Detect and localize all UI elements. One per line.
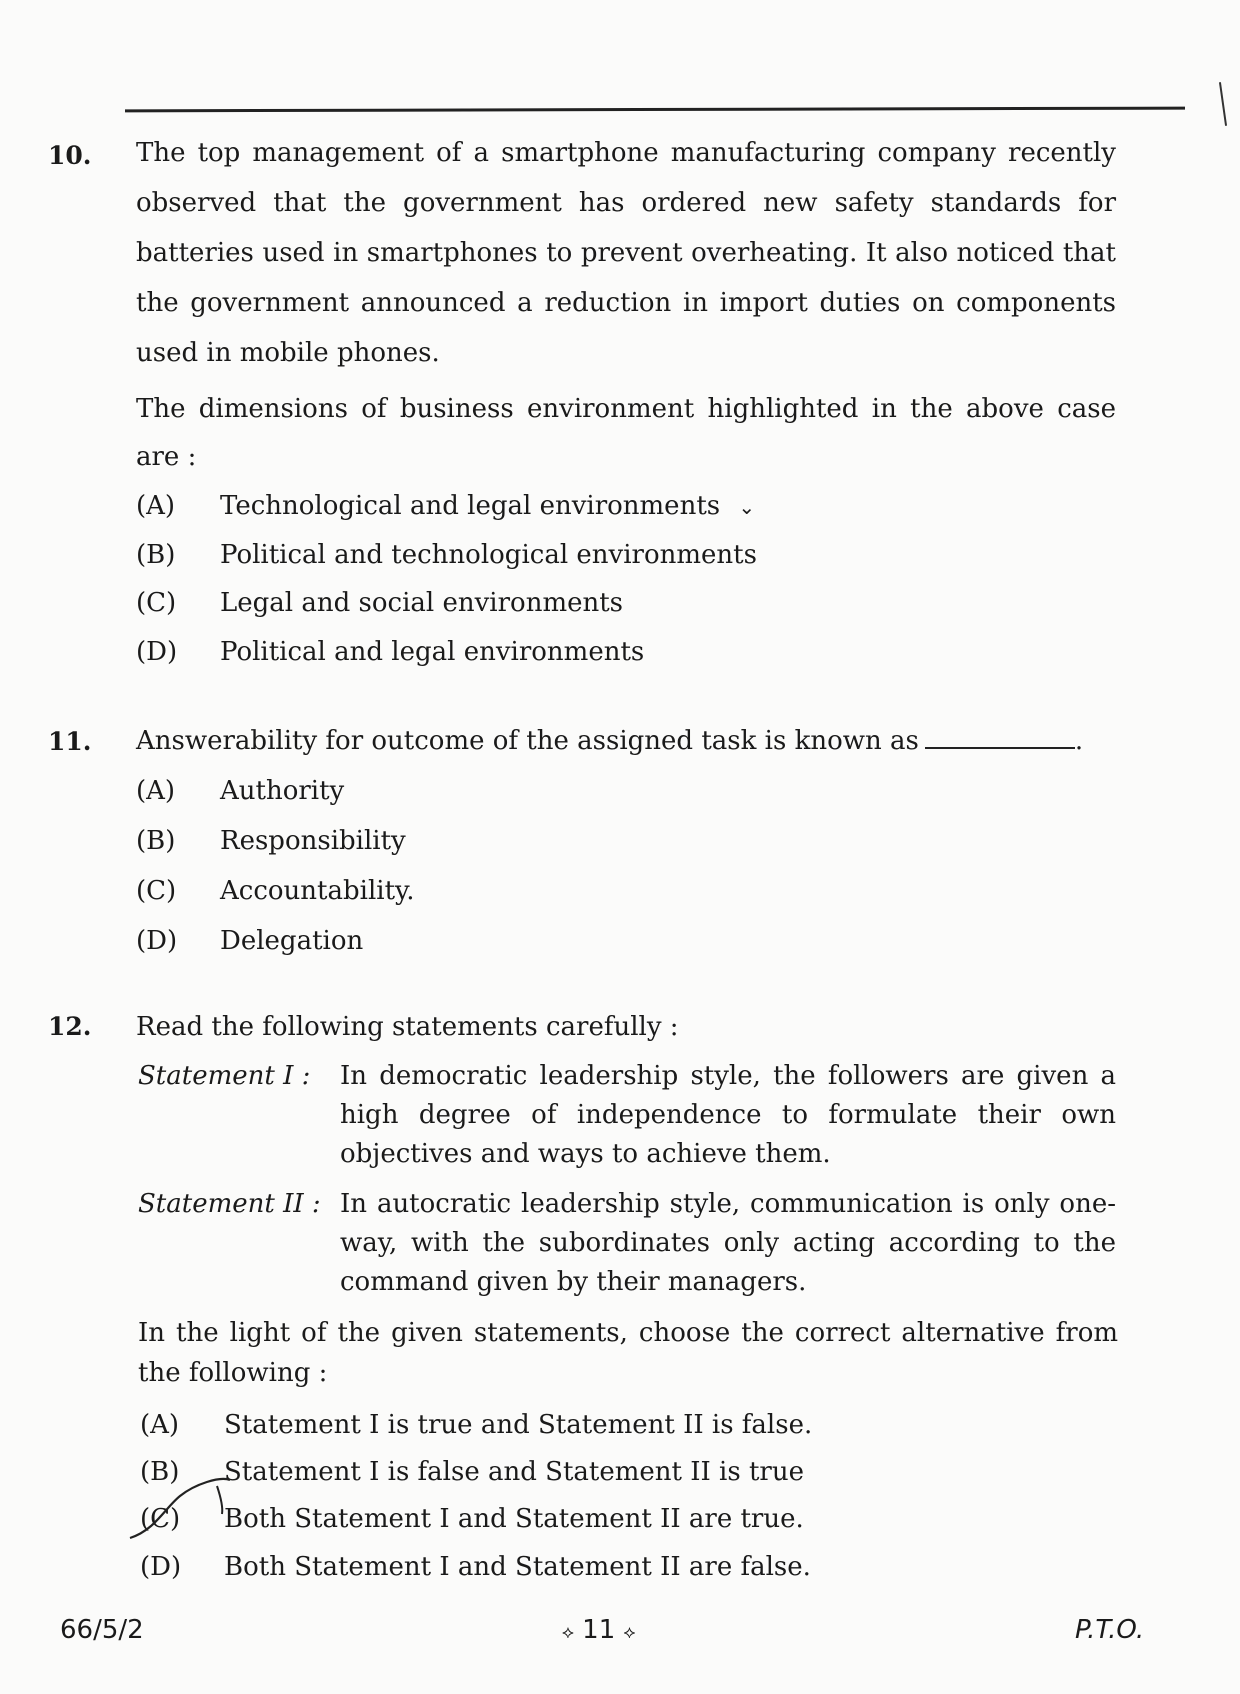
statement-label: Statement II : bbox=[138, 1189, 321, 1219]
option-a bbox=[136, 769, 344, 813]
pto-label: P.T.O. bbox=[1075, 1615, 1145, 1645]
option-text: Technological and legal environments bbox=[220, 491, 721, 521]
option-label: (A) bbox=[136, 491, 176, 521]
option-text: Both Statement I and Statement II are true. bbox=[224, 1504, 804, 1534]
option-text: Statement I is true and Statement II is false. bbox=[224, 1410, 813, 1440]
option-label: (C) bbox=[140, 1504, 181, 1534]
statement-label: Statement I : bbox=[138, 1061, 311, 1091]
question-prompt: In the light of the given statements, choose the correct alternative from the following : bbox=[138, 1318, 1118, 1388]
option-a bbox=[136, 484, 755, 528]
pen-mark bbox=[1219, 82, 1227, 126]
question-stem-text: Answerability for outcome of the assigned task is known as bbox=[136, 726, 919, 756]
option-text: Responsibility bbox=[220, 826, 406, 856]
option-text: Legal and social environments bbox=[220, 588, 624, 618]
option-text: Political and legal environments bbox=[220, 637, 645, 667]
option-d bbox=[136, 919, 363, 963]
option-label: (B) bbox=[140, 1457, 180, 1487]
page-number-text: 11 bbox=[582, 1615, 616, 1645]
question-stem: The top management of a smartphone manufacturing company recently observed that the government has ordered new safety standards for batteries used in smartphones to prevent overheating. It also noticed that the government announced a reduction in import duties on components used in mobile phones. bbox=[136, 138, 1116, 368]
question-stem bbox=[136, 719, 1116, 763]
question-number: 12. bbox=[48, 1012, 92, 1041]
option-text: Authority bbox=[220, 776, 345, 806]
option-text: Political and technological environments bbox=[220, 540, 757, 570]
option-c bbox=[140, 1497, 804, 1541]
option-text: Delegation bbox=[220, 926, 364, 956]
option-text: Both Statement I and Statement II are false. bbox=[224, 1552, 811, 1582]
ornament-icon: ⟡ bbox=[623, 1622, 636, 1643]
option-b bbox=[140, 1450, 804, 1494]
option-b bbox=[136, 533, 757, 577]
answer-blank bbox=[925, 725, 1075, 749]
option-c bbox=[136, 869, 415, 913]
option-label: (D) bbox=[140, 1552, 182, 1582]
statement-2 bbox=[138, 1185, 1118, 1305]
page-number bbox=[562, 1615, 635, 1645]
tick-mark-icon: ⌄ bbox=[738, 495, 756, 519]
question-stem: Read the following statements carefully : bbox=[136, 1012, 679, 1042]
option-text: Statement I is false and Statement II is true bbox=[224, 1457, 804, 1487]
option-label: (C) bbox=[136, 876, 177, 906]
option-b bbox=[136, 819, 406, 863]
statement-text: In autocratic leadership style, communication is only one-way, with the subordinates only acting according to the command given by their managers. bbox=[340, 1189, 1116, 1297]
question-prompt: The dimensions of business environment highlighted in the above case are : bbox=[136, 394, 1116, 472]
option-c bbox=[136, 581, 623, 625]
option-text: Accountability. bbox=[220, 876, 415, 906]
option-label: (D) bbox=[136, 926, 178, 956]
option-label: (A) bbox=[140, 1410, 180, 1440]
question-stem-end: . bbox=[1074, 726, 1084, 756]
ornament-icon: ⟡ bbox=[562, 1622, 574, 1643]
question-number: 11. bbox=[48, 727, 92, 756]
option-label: (B) bbox=[136, 826, 176, 856]
statement-1 bbox=[138, 1057, 1118, 1177]
option-label: (D) bbox=[136, 637, 178, 667]
statement-text: In democratic leadership style, the followers are given a high degree of independence to formulate their own objectives and ways to achieve them. bbox=[340, 1061, 1116, 1169]
option-label: (B) bbox=[136, 540, 176, 570]
option-d bbox=[140, 1545, 811, 1589]
option-d bbox=[136, 630, 644, 674]
handwritten-answer-mark-icon bbox=[125, 1458, 235, 1548]
question-number: 10. bbox=[48, 141, 92, 170]
paper-code: 66/5/2 bbox=[60, 1615, 144, 1645]
option-a bbox=[140, 1403, 812, 1447]
top-rule bbox=[125, 107, 1185, 113]
option-label: (A) bbox=[136, 776, 176, 806]
option-label: (C) bbox=[136, 588, 177, 618]
